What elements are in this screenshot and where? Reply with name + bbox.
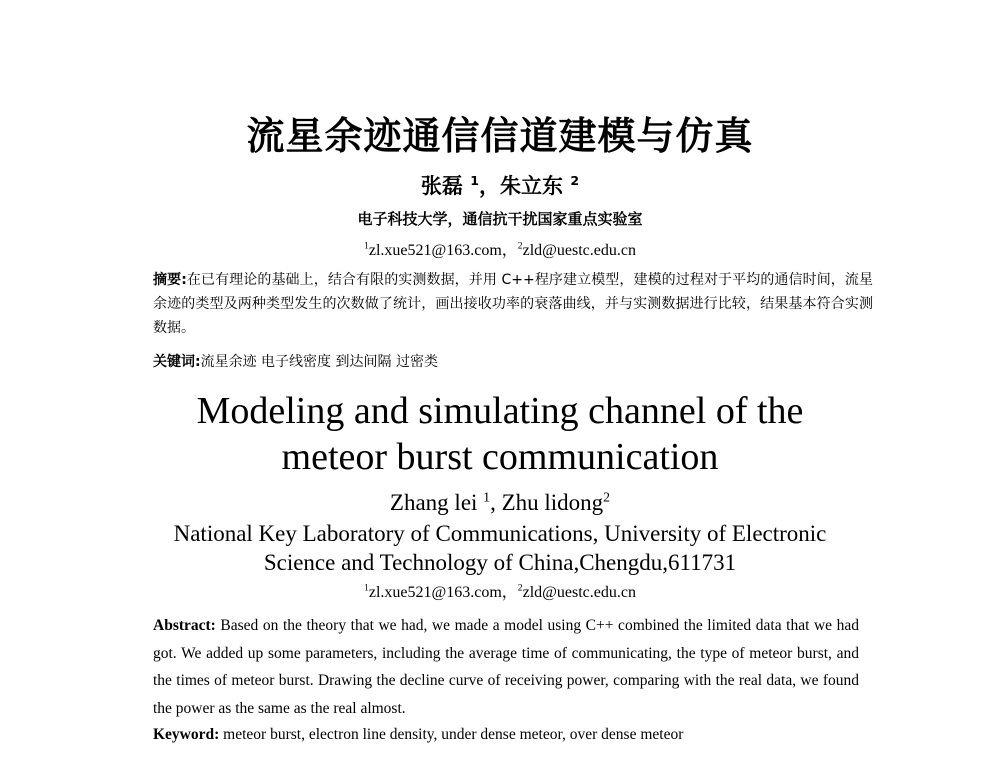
chinese-title: 流星余迹通信信道建模与仿真 xyxy=(246,114,754,158)
chinese-authors xyxy=(0,172,1000,200)
english-title-line-2: meteor burst communication xyxy=(281,436,719,478)
english-title xyxy=(0,388,1000,480)
english-abstract xyxy=(153,612,859,722)
english-keywords-label: Keyword: xyxy=(153,726,220,743)
english-author-1-superscript: 1 xyxy=(483,489,491,505)
chinese-author-1: 张磊 xyxy=(420,174,463,198)
english-email-2: zld@uestc.edu.cn xyxy=(522,584,636,601)
chinese-email-2-superscript: 2 xyxy=(517,240,523,252)
chinese-keywords xyxy=(153,350,873,374)
english-abstract-label: Abstract: xyxy=(153,617,216,634)
english-author-2: Zhu lidong xyxy=(501,490,604,515)
chinese-email-1: zl.xue521@163.com xyxy=(368,242,502,259)
english-authors xyxy=(0,488,1000,518)
chinese-abstract-text: 在已有理论的基础上，结合有限的实测数据，并用 C++程序建立模型，建模的过程对于平均的通信时间，流星余迹的类型及两种类型发生的次数做了统计，画出接收功率的衰落曲线，并与实测数据进行比较，结果基本符合实测数据。 xyxy=(153,272,873,336)
chinese-abstract-label: 摘要: xyxy=(153,272,187,288)
chinese-email-2: zld@uestc.edu.cn xyxy=(522,242,636,259)
english-email-1: zl.xue521@163.com xyxy=(368,584,502,601)
chinese-affiliation: 电子科技大学，通信抗干扰国家重点实验室 xyxy=(357,210,643,228)
english-author-separator: , xyxy=(490,490,496,515)
english-affiliation-line-1: National Key Laboratory of Communications, University of Electronic xyxy=(173,521,827,546)
english-email-1-superscript: 1 xyxy=(364,582,369,594)
chinese-abstract xyxy=(153,268,873,340)
english-author-2-superscript: 2 xyxy=(603,489,611,505)
english-email-line xyxy=(0,582,1000,604)
english-email-separator: ， xyxy=(501,584,518,601)
english-keywords xyxy=(153,721,859,748)
chinese-author-2-superscript: 2 xyxy=(570,173,580,188)
chinese-keywords-text: 流星余迹 电子线密度 到达间隔 过密类 xyxy=(200,354,438,370)
english-abstract-text: Based on the theory that we had, we made a model using C++ combined the limited data that we had got. We added up some parameters, including the average time of communicating, the type of meteor burst, and the times of meteor burst. Drawing the decline curve of receiving power, comparing with the real data, we found the power as the same as the real almost. xyxy=(153,617,859,717)
english-author-1: Zhang lei xyxy=(389,490,478,515)
english-affiliation-line-2: Science and Technology of China,Chengdu,611731 xyxy=(263,550,737,575)
chinese-author-2: 朱立东 xyxy=(500,174,563,198)
chinese-email-line xyxy=(0,240,1000,262)
english-keywords-text: meteor burst, electron line density, under dense meteor, over dense meteor xyxy=(223,726,684,743)
english-title-line-1: Modeling and simulating channel of the xyxy=(196,390,804,432)
chinese-author-1-superscript: 1 xyxy=(470,173,479,188)
chinese-email-separator: ， xyxy=(501,242,518,259)
chinese-email-1-superscript: 1 xyxy=(364,240,369,252)
chinese-author-separator: ， xyxy=(479,174,500,198)
english-email-2-superscript: 2 xyxy=(517,582,523,594)
english-affiliation xyxy=(0,519,1000,577)
chinese-keywords-label: 关键词: xyxy=(153,354,201,370)
